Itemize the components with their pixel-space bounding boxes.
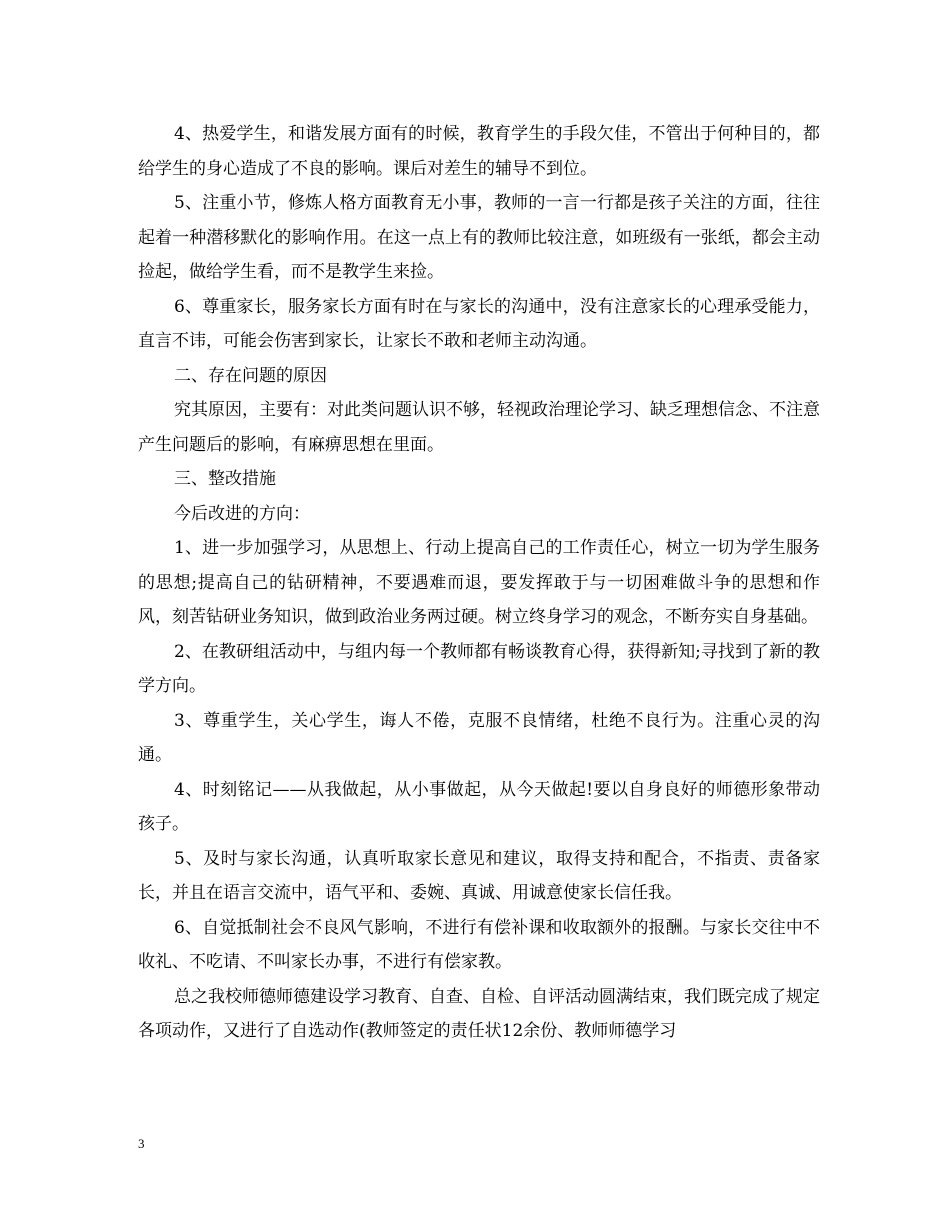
- paragraph-small-details: 5、注重小节，修炼人格方面教育无小事，教师的一言一行都是孩子关注的方面，往往起着一种潜移默化的影响作用。在这一点上有的教师比较注意，如班级有一张纸，都会主动捡起，做给学生看，而不是教学生来捡。: [138, 193, 820, 282]
- paragraph-measure-3: 3、尊重学生，关心学生，诲人不倦，克服不良情绪，杜绝不良行为。注重心灵的沟通。: [138, 710, 820, 765]
- paragraph-measure-2: 2、在教研组活动中，与组内每一个教师都有畅谈教育心得，获得新知;寻找到了新的教学方向。: [138, 641, 820, 696]
- paragraph-measure-5: 5、及时与家长沟通，认真听取家长意见和建议，取得支持和配合，不指责、责备家长，并且在语言交流中，语气平和、委婉、真诚、用诚意使家长信任我。: [138, 848, 820, 903]
- paragraph-care-students: 4、热爱学生，和谐发展方面有的时候，教育学生的手段欠佳，不管出于何种目的，都给学生的身心造成了不良的影响。课后对差生的辅导不到位。: [138, 124, 820, 179]
- paragraph-direction-intro: 今后改进的方向：: [174, 503, 310, 524]
- page-number: 3: [138, 1136, 145, 1151]
- paragraph-causes: 究其原因，主要有：对此类问题认识不够，轻视政治理论学习、缺乏理想信念、不注意产生问题后的影响，有麻痹思想在里面。: [138, 400, 820, 455]
- paragraph-respect-parents: 6、尊重家长，服务家长方面有时在与家长的沟通中，没有注意家长的心理承受能力，直言不讳，可能会伤害到家长，让家长不敢和老师主动沟通。: [138, 296, 820, 351]
- paragraph-measure-6: 6、自觉抵制社会不良风气影响，不进行有偿补课和收取额外的报酬。与家长交往中不收礼、不吃请、不叫家长办事，不进行有偿家教。: [138, 917, 820, 972]
- paragraph-measure-1: 1、进一步加强学习，从思想上、行动上提高自己的工作责任心，树立一切为学生服务的思想;提高自己的钻研精神，不要遇难而退，要发挥敢于与一切困难做斗争的思想和作风，刻苦钻研业务知识，做到政治业务两过硬。树立终身学习的观念，不断夯实自身基础。: [138, 538, 820, 627]
- paragraph-summary: 总之我校师德师德建设学习教育、自查、自检、自评活动圆满结束，我们既完成了规定各项动作，又进行了自选动作(教师签定的责任状12余份、教师师德学习: [138, 986, 820, 1041]
- document-body: [138, 117, 820, 1049]
- section-heading-causes: 二、存在问题的原因: [174, 365, 327, 386]
- section-heading-measures: 三、整改措施: [174, 469, 276, 489]
- paragraph-measure-4: 4、时刻铭记——从我做起，从小事做起，从今天做起!要以自身良好的师德形象带动孩子。: [138, 779, 820, 834]
